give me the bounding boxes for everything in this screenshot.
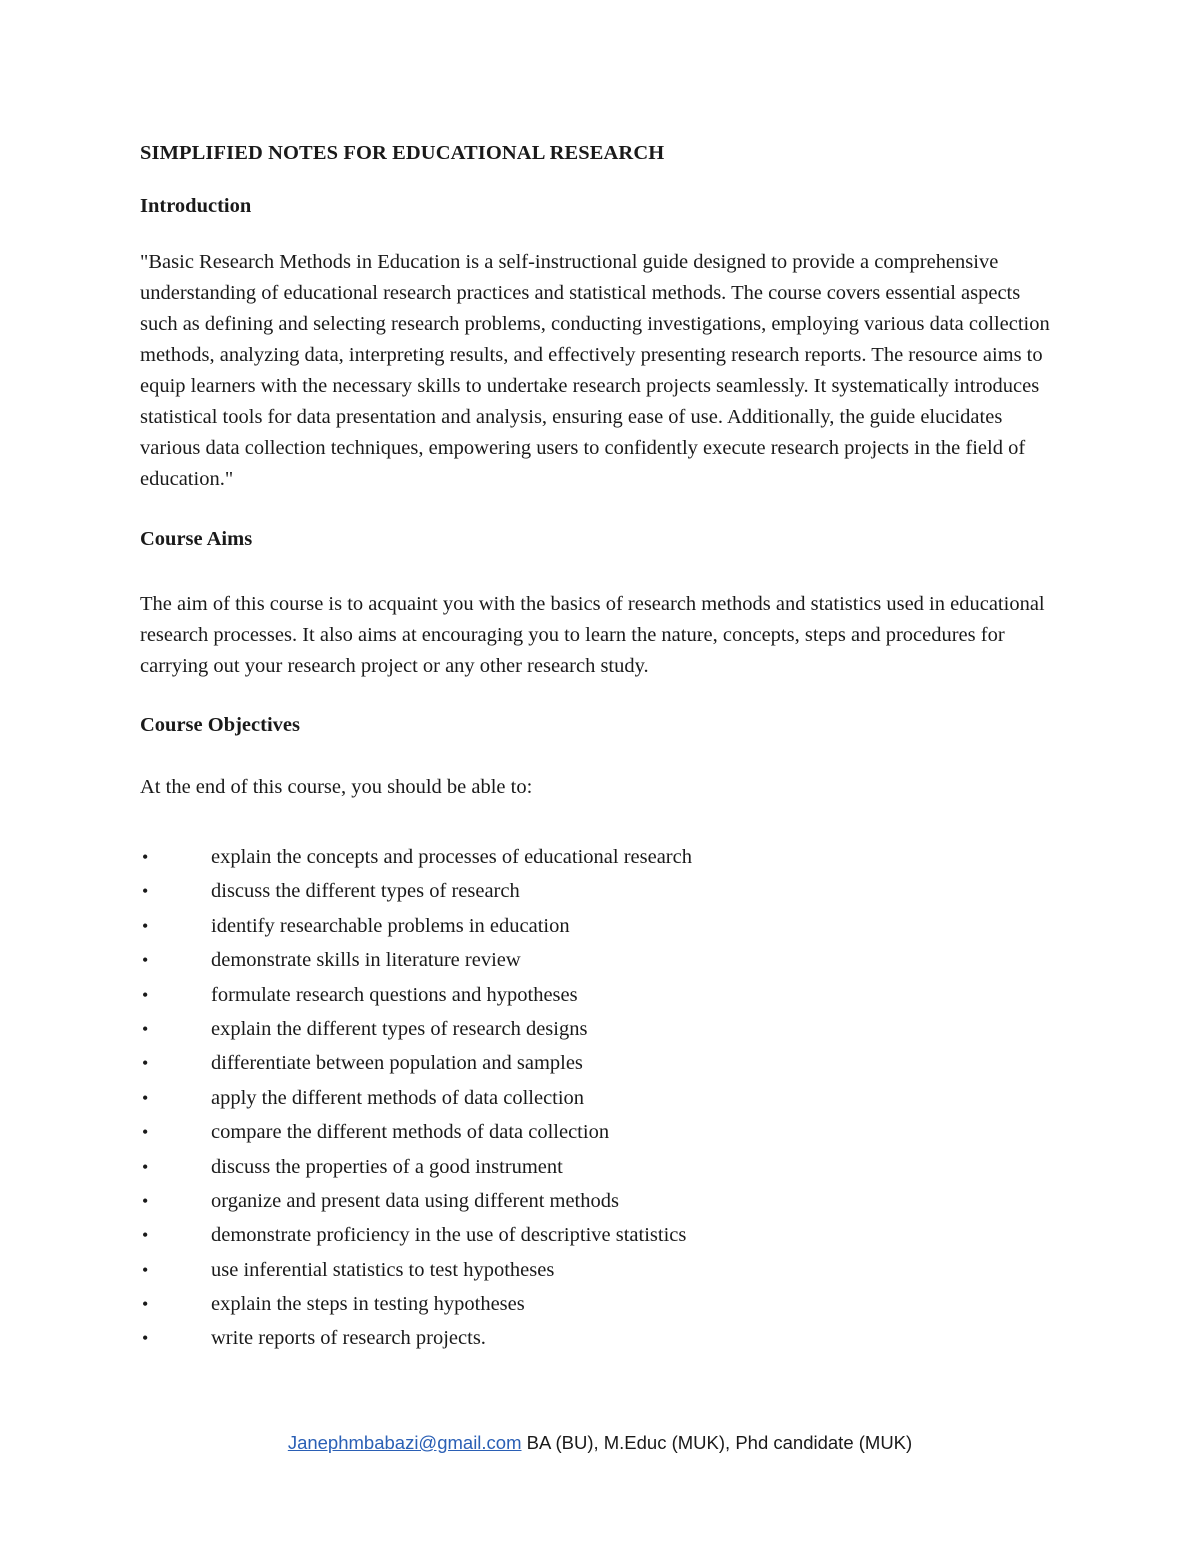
objective-text: discuss the different types of research <box>211 880 520 903</box>
objective-text: differentiate between population and samples <box>211 1052 583 1075</box>
introduction-heading: Introduction <box>140 195 252 217</box>
bullet-marker: • <box>142 1225 149 1246</box>
bullet-marker: • <box>142 984 149 1005</box>
bullet-marker: • <box>142 1328 149 1349</box>
objective-item <box>140 1287 1060 1321</box>
objective-item <box>140 1012 1060 1046</box>
course-objectives-list <box>140 840 1060 1356</box>
document-title: SIMPLIFIED NOTES FOR EDUCATIONAL RESEARCH <box>140 142 665 164</box>
bullet-marker: • <box>142 847 149 867</box>
objective-item <box>140 978 1060 1012</box>
bullet-marker: • <box>142 1156 149 1177</box>
introduction-paragraph: "Basic Research Methods in Education is a self-instructional guide designed to provide a comprehensive understanding of educational research practices and statistical methods. The course covers essential aspects such as defining and selecting research problems, conducting investigations, employing various data collection methods, analyzing data, interpreting results, and effectively presenting research reports. The resource aims to equip learners with the necessary skills to undertake research projects seamlessly. It systematically introduces statistical tools for data presentation and analysis, ensuring ease of use. Additionally, the guide elucidates various data collection techniques, empowering users to confidently execute research projects in the field of education." <box>140 251 1050 490</box>
bullet-marker: • <box>142 1053 149 1074</box>
objective-text: discuss the properties of a good instrument <box>211 1155 563 1178</box>
bullet-marker: • <box>142 1087 149 1108</box>
objective-item <box>140 1321 1060 1355</box>
author-email-link[interactable]: Janephmbabazi@gmail.com <box>287 1432 522 1453</box>
bullet-marker: • <box>142 1018 149 1039</box>
course-aims-heading: Course Aims <box>140 528 253 550</box>
objective-text: apply the different methods of data collection <box>211 1086 585 1109</box>
bullet-marker: • <box>142 950 149 971</box>
objective-text: write reports of research projects. <box>211 1327 486 1350</box>
course-aims-paragraph: The aim of this course is to acquaint you with the basics of research methods and statistics used in educational research processes. It also aims at encouraging you to learn the nature, concepts, steps and procedures for carrying out your research project or any other research study. <box>140 593 1045 677</box>
objective-text: demonstrate skills in literature review <box>211 949 521 972</box>
objective-item <box>140 1115 1060 1149</box>
course-objectives-heading: Course Objectives <box>140 714 300 736</box>
objective-item <box>140 1184 1060 1218</box>
objective-item <box>140 1081 1060 1115</box>
objective-item <box>140 1253 1060 1287</box>
bullet-marker: • <box>142 1122 149 1143</box>
objective-item <box>140 840 1060 874</box>
objective-item <box>140 943 1060 977</box>
objective-text: explain the steps in testing hypotheses <box>211 1293 525 1316</box>
objective-text: explain the concepts and processes of educational research <box>211 846 692 868</box>
objective-item <box>140 909 1060 943</box>
objective-text: use inferential statistics to test hypotheses <box>211 1258 555 1281</box>
course-objectives-lead: At the end of this course, you should be able to: <box>140 776 533 798</box>
objective-item <box>140 874 1060 908</box>
bullet-marker: • <box>142 1294 149 1315</box>
objective-text: demonstrate proficiency in the use of descriptive statistics <box>211 1224 687 1247</box>
bullet-marker: • <box>142 881 149 902</box>
bullet-marker: • <box>142 915 149 936</box>
objective-item <box>140 1046 1060 1080</box>
objective-item <box>140 1150 1060 1184</box>
objective-text: organize and present data using different methods <box>211 1189 619 1212</box>
objective-text: formulate research questions and hypotheses <box>211 983 578 1006</box>
objective-item <box>140 1218 1060 1252</box>
bullet-marker: • <box>142 1190 149 1211</box>
objective-text: compare the different methods of data collection <box>211 1121 610 1144</box>
objective-text: identify researchable problems in education <box>211 914 570 937</box>
objective-text: explain the different types of research designs <box>211 1017 588 1040</box>
bullet-marker: • <box>142 1259 149 1280</box>
page-footer <box>0 1432 1200 1454</box>
author-credentials: BA (BU), M.Educ (MUK), Phd candidate (MUK) <box>521 1432 913 1453</box>
